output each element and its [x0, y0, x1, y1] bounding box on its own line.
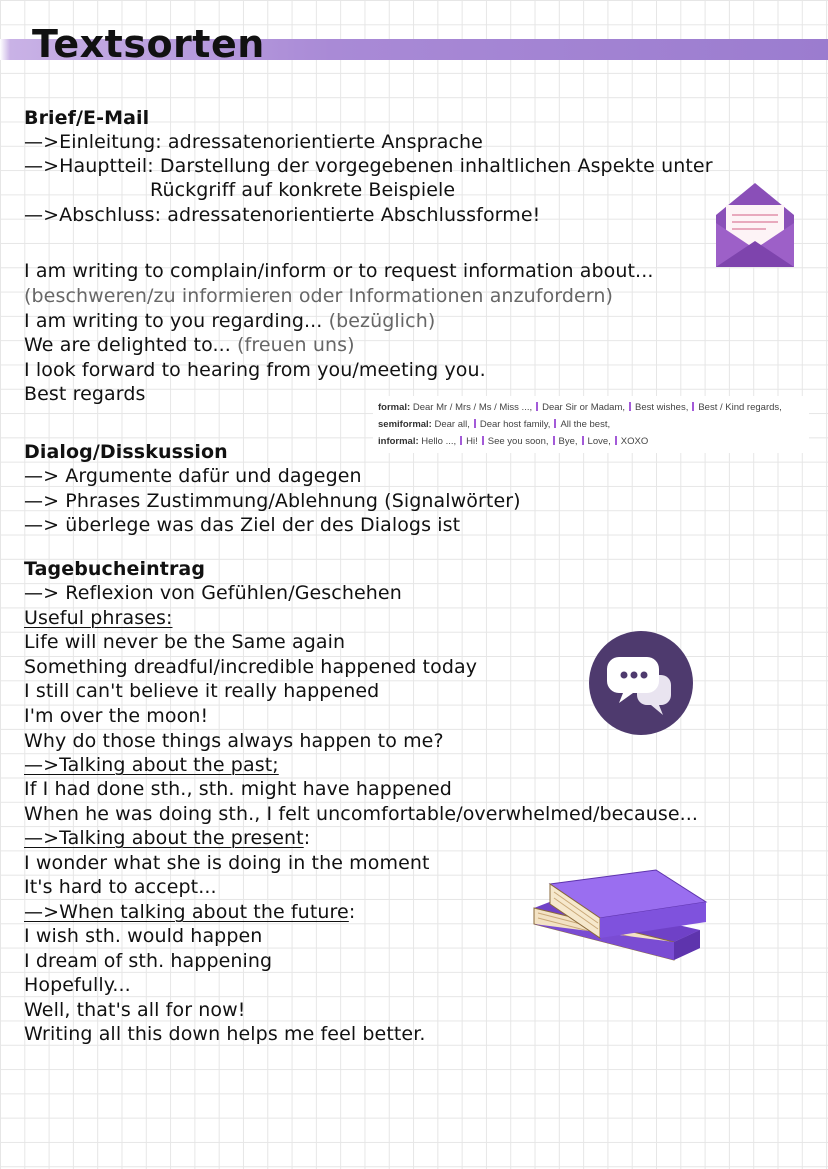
brief-line-abschluss: —>Abschluss: adressatenorientierte Abschlussforme!: [24, 204, 541, 226]
greeting-informal-3: See you soon,: [487, 436, 549, 447]
dialog-line-3: —> überlege was das Ziel der des Dialogs ist: [24, 514, 461, 536]
phrase-delighted: [24, 333, 355, 357]
greeting-formal-4: Best / Kind regards,: [698, 402, 782, 413]
diary-past-1: If I had done sth., sth. might have happened: [24, 778, 452, 800]
phrase-regarding-text: I am writing to you regarding...: [24, 310, 323, 332]
separator: [482, 436, 484, 445]
separator: [474, 419, 476, 428]
diary-useful-phrases: Useful phrases:: [24, 607, 173, 629]
greetings-box: [373, 396, 809, 453]
phrase-regarding-note: (bezüglich): [328, 310, 436, 332]
greetings-semiformal-row: [378, 419, 610, 430]
separator: [629, 402, 631, 411]
books-icon: [530, 868, 710, 970]
diary-future-1: I wish sth. would happen: [24, 925, 263, 947]
separator: [554, 419, 556, 428]
phrase-regarding: [24, 309, 435, 333]
envelope-icon: [716, 183, 794, 267]
greeting-informal-2: Hi!: [466, 436, 478, 447]
greeting-formal-1: Dear Mr / Mrs / Ms / Miss ...,: [412, 402, 533, 413]
greetings-formal-row: [378, 402, 782, 413]
greeting-semiformal-1: Dear all,: [434, 419, 470, 430]
diary-phrase-1: Life will never be the Same again: [24, 631, 346, 653]
diary-phrase-2: Something dreadful/incredible happened today: [24, 656, 478, 678]
greeting-semiformal-2: Dear host family,: [479, 419, 551, 430]
separator: [553, 436, 555, 445]
diary-future-heading-text: —>When talking about the future: [24, 901, 349, 923]
phrase-delighted-text: We are delighted to...: [24, 334, 231, 356]
diary-future-colon: :: [348, 901, 356, 923]
greetings-informal-label: informal:: [378, 436, 419, 447]
brief-line-hauptteil-cont: Rückgriff auf konkrete Beispiele: [150, 179, 456, 201]
diary-past-heading: —>Talking about the past;: [24, 754, 279, 776]
phrase-look-forward: I look forward to hearing from you/meeting you.: [24, 359, 486, 381]
diary-future-2: I dream of sth. happening: [24, 950, 273, 972]
greetings-formal-label: formal:: [378, 402, 411, 413]
diary-present-heading: [24, 826, 310, 850]
greeting-informal-6: XOXO: [620, 436, 649, 447]
diary-future-5: Writing all this down helps me feel better.: [24, 1023, 426, 1045]
greeting-formal-3: Best wishes,: [635, 402, 689, 413]
brief-line-hauptteil: —>Hauptteil: Darstellung der vorgegebenen inhaltlichen Aspekte unter: [24, 155, 713, 177]
greeting-informal-4: Bye,: [558, 436, 578, 447]
separator: [582, 436, 584, 445]
separator: [536, 402, 538, 411]
phrase-delighted-note: (freuen uns): [237, 334, 355, 356]
greeting-informal-1: Hello ...,: [421, 436, 457, 447]
phrase-writing-to-complain: I am writing to complain/inform or to request information about...: [24, 260, 654, 282]
separator: [692, 402, 694, 411]
greeting-informal-5: Love,: [587, 436, 611, 447]
diary-phrase-3: I still can't believe it really happened: [24, 680, 380, 702]
dialog-heading: Dialog/Disskussion: [24, 441, 228, 463]
diary-present-colon: :: [303, 827, 311, 849]
greetings-semiformal-label: semiformal:: [378, 419, 432, 430]
diary-future-heading: [24, 900, 355, 924]
diary-future-3: Hopefully...: [24, 974, 131, 996]
greeting-formal-2: Dear Sir or Madam,: [542, 402, 626, 413]
brief-heading: Brief/E-Mail: [24, 107, 150, 129]
dialog-line-1: —> Argumente dafür und dagegen: [24, 465, 362, 487]
diary-present-heading-text: —>Talking about the present: [24, 827, 304, 849]
diary-phrase-4: I'm over the moon!: [24, 705, 209, 727]
chat-bubbles-icon: [589, 631, 693, 735]
diary-phrase-5: Why do those things always happen to me?: [24, 730, 444, 752]
diary-heading: Tagebucheintrag: [24, 558, 206, 580]
brief-line-einleitung: —>Einleitung: adressatenorientierte Ansprache: [24, 131, 483, 153]
diary-future-4: Well, that's all for now!: [24, 999, 246, 1021]
separator: [615, 436, 617, 445]
diary-present-1: I wonder what she is doing in the moment: [24, 852, 430, 874]
greeting-semiformal-3: All the best,: [560, 419, 611, 430]
page-title: Textsorten: [32, 22, 265, 66]
diary-present-2: It's hard to accept...: [24, 876, 217, 898]
diary-reflexion: —> Reflexion von Gefühlen/Geschehen: [24, 582, 402, 604]
separator: [460, 436, 462, 445]
phrase-best-regards: Best regards: [24, 383, 146, 405]
diary-past-2: When he was doing sth., I felt uncomfortable/overwhelmed/because...: [24, 803, 699, 825]
greetings-informal-row: [378, 436, 648, 447]
dialog-line-2: —> Phrases Zustimmung/Ablehnung (Signalwörter): [24, 490, 521, 512]
phrase-translation: (beschweren/zu informieren oder Informationen anzufordern): [24, 285, 614, 307]
